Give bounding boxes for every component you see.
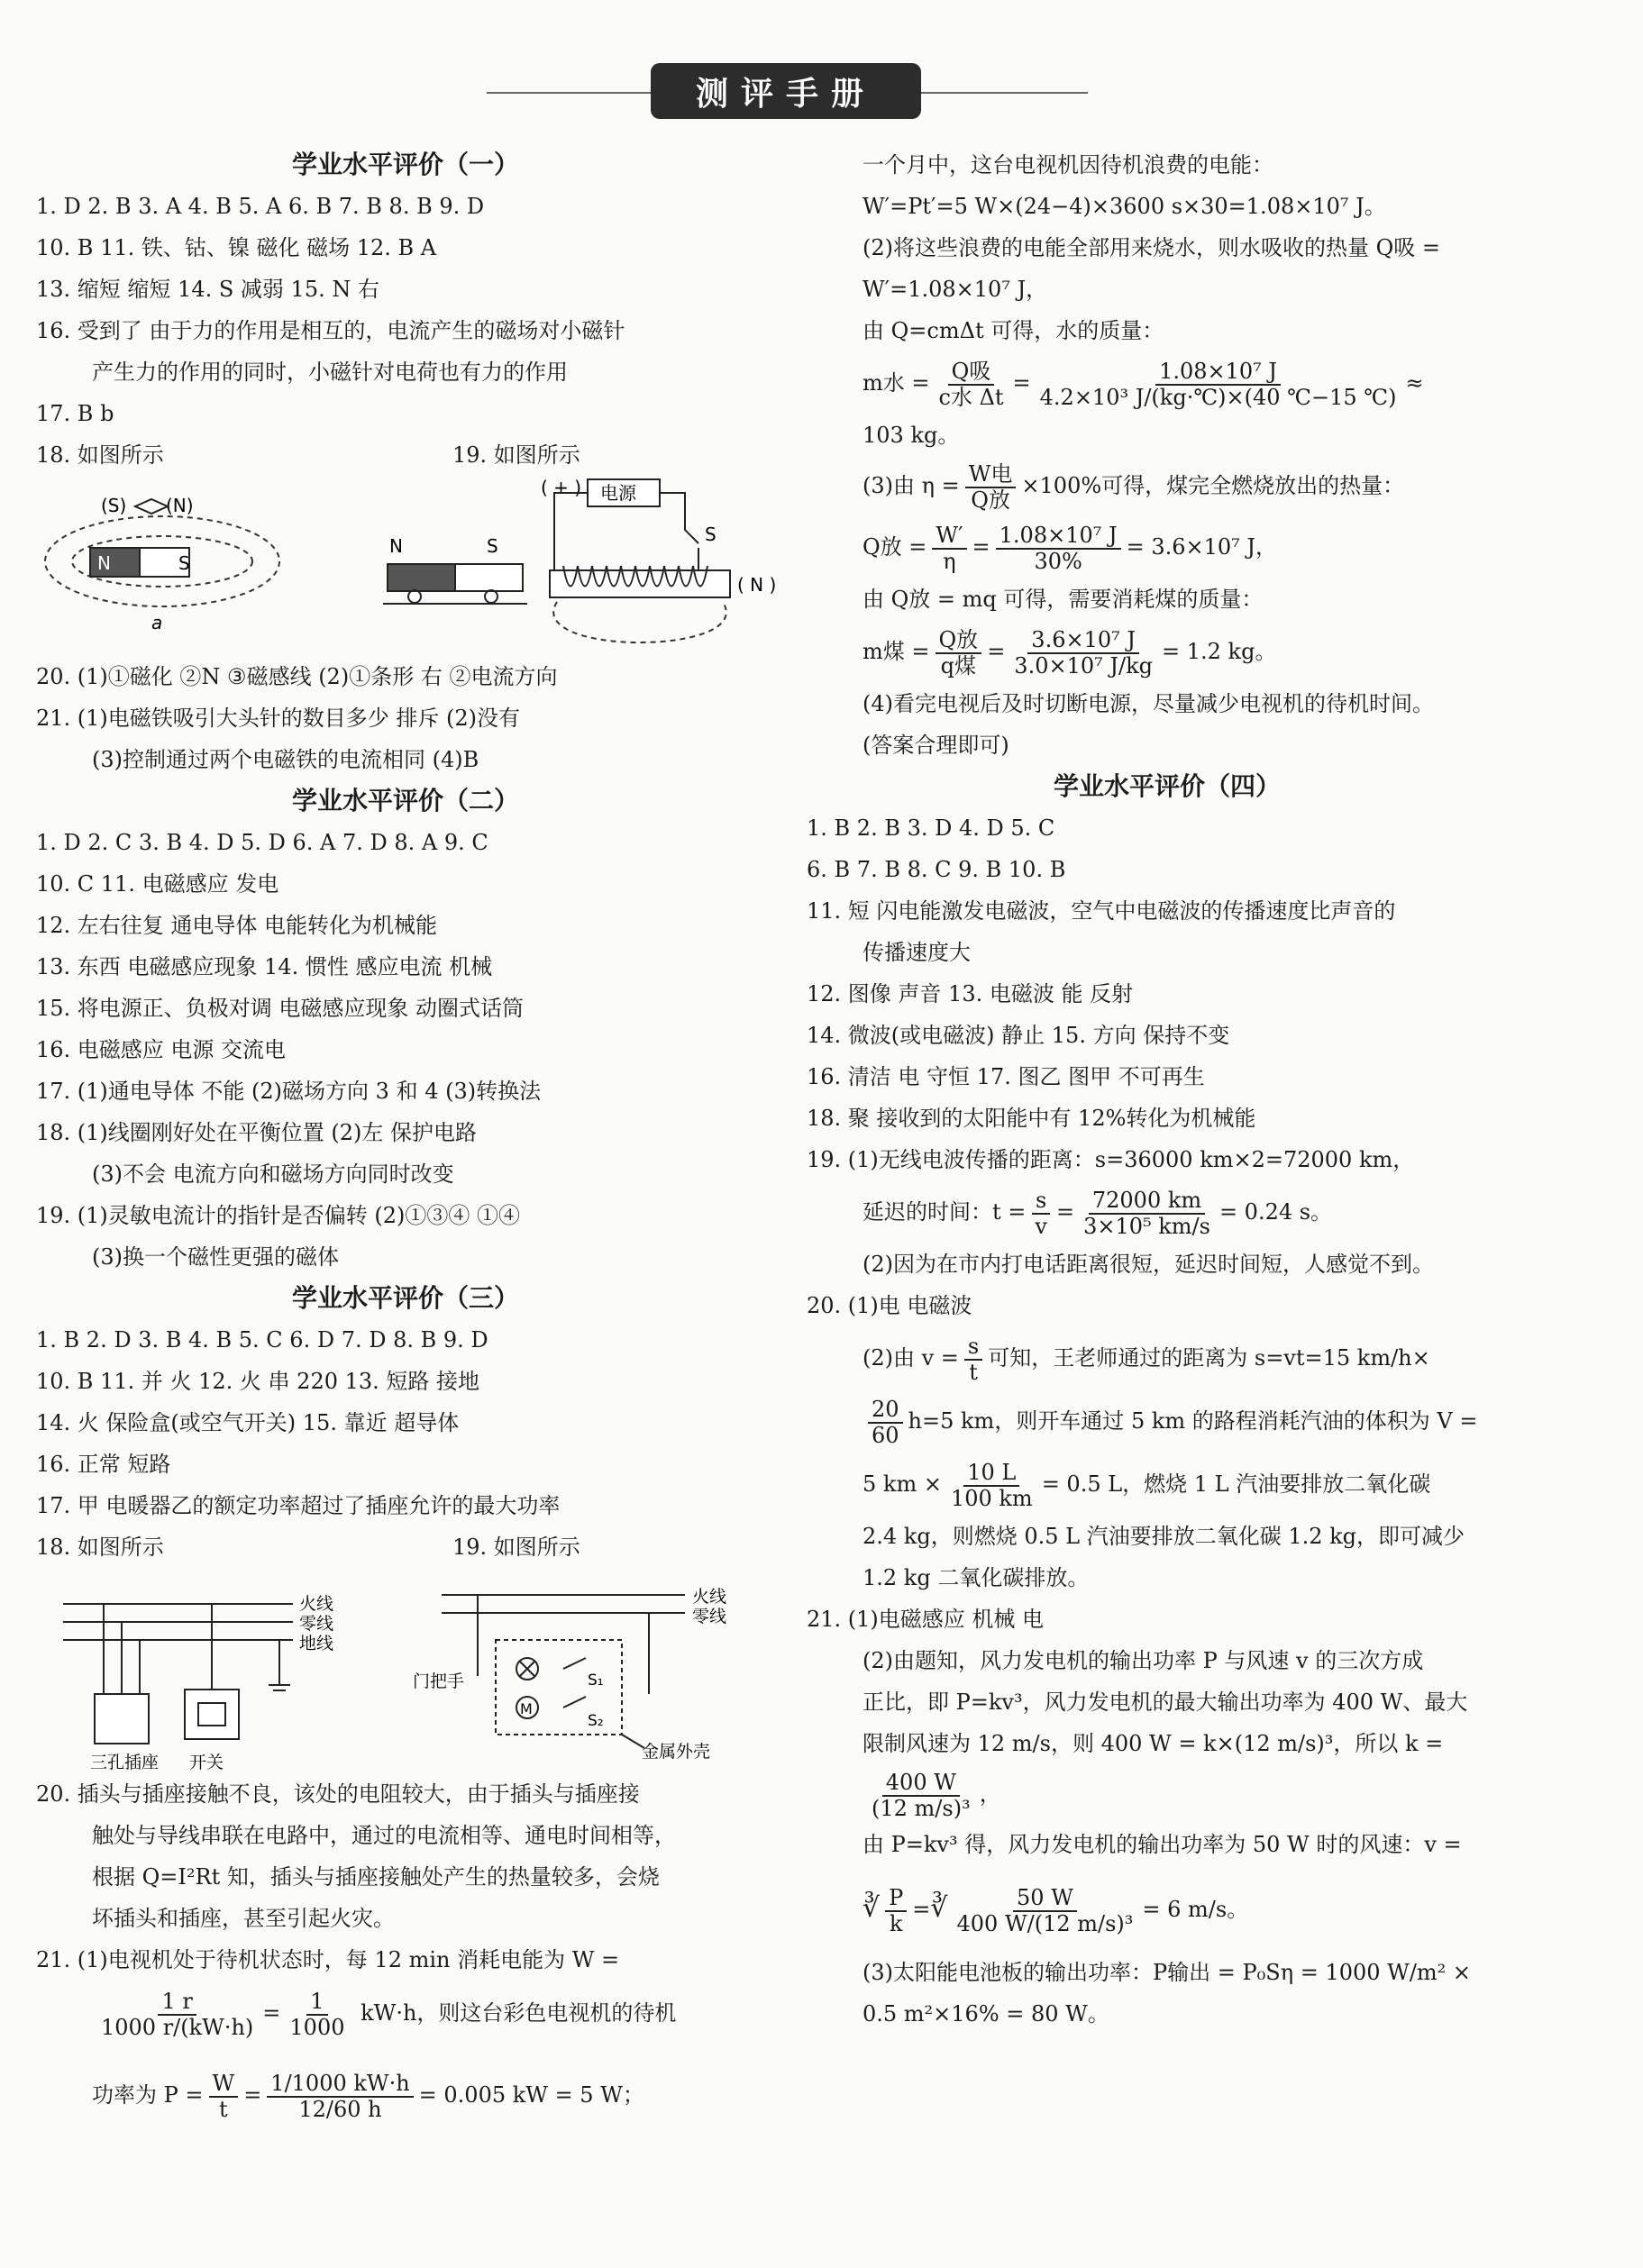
fig19-n: N	[389, 535, 403, 557]
magnet-figures	[36, 476, 775, 656]
fraction-numerator: W	[209, 2072, 239, 2097]
answer-line: 1. B 2. D 3. B 4. B 5. C 6. D 7. D 8. B 9. D	[36, 1327, 488, 1353]
section-title-2: 学业水平评价（二）	[291, 786, 519, 815]
fraction-numerator: Q放	[936, 628, 982, 653]
fraction-denominator: 400 W/(12 m/s)³	[956, 1910, 1134, 1936]
fraction	[209, 2072, 239, 2121]
answer-line: 由 Q放 = mq 可得，需要消耗煤的质量：	[863, 587, 1264, 612]
fig19-s: S	[487, 535, 498, 557]
right-column	[807, 144, 1528, 2035]
fraction-numerator: Q吸	[948, 360, 995, 385]
fraction-denominator: q煤	[940, 652, 977, 679]
fraction-denominator: 4.2×10³ J/(kg·℃)×(40 ℃−15 ℃)	[1039, 384, 1397, 410]
answer-line: 产生力的作用的同时，小磁针对电荷也有力的作用	[92, 360, 568, 385]
section-title-1: 学业水平评价（一）	[291, 150, 519, 179]
fraction-denominator: 1000 r/(kW·h)	[101, 2014, 254, 2040]
fraction-numerator: 1 r	[158, 1990, 196, 2015]
answer-line: (3)太阳能电池板的输出功率：P输出 = P₀Sη = 1000 W/m² ×	[863, 1960, 1472, 1985]
answer-line: (3)换一个磁性更强的磁体	[92, 1244, 339, 1270]
fraction-numerator: 20	[868, 1398, 903, 1423]
fraction-denominator: k	[889, 1910, 903, 1936]
answer-line: 16. 受到了 由于力的作用是相互的，电流产生的磁场对小磁针	[36, 318, 625, 343]
formula-text: m水 =	[863, 370, 930, 396]
formula-line	[807, 1764, 1528, 1824]
wall-switch	[185, 1690, 239, 1739]
answer-line: 19. (1)无线电波传播的距离：s=36000 km×2=72000 km，	[807, 1147, 1415, 1172]
left-column	[36, 144, 775, 2145]
fraction-denominator: c水 Δt	[938, 384, 1004, 410]
fraction	[1036, 360, 1401, 409]
answer-line: 10. C 11. 电磁感应 发电	[36, 871, 279, 897]
formula-text: ，	[979, 1781, 1001, 1807]
answer-line: 根据 Q=I²Rt 知，插头与插座接触处产生的热量较多，会烧	[92, 1864, 660, 1890]
formula-text: = 0.5 L，燃烧 1 L 汽油要排放二氧化碳	[1041, 1471, 1431, 1497]
answer-line: 6. B 7. B 8. C 9. B 10. B	[807, 857, 1066, 882]
answer-line: 21. (1)电磁感应 机械 电	[807, 1607, 1045, 1632]
answer-line: 正比，即 P=kv³，风力发电机的最大输出功率为 400 W、最大	[863, 1690, 1468, 1715]
answer-line: (2)因为在市内打电话距离很短，延迟时间短，人感觉不到。	[863, 1252, 1434, 1277]
formula-text: h=5 km，则开车通过 5 km 的路程消耗汽油的体积为 V =	[908, 1408, 1478, 1434]
fraction-denominator: η	[943, 548, 956, 574]
fig18-n: N	[97, 552, 111, 574]
answer-line: 14. 微波(或电磁波) 静止 15. 方向 保持不变	[807, 1023, 1230, 1048]
fraction-denominator: 3.0×10⁷ J/kg	[1014, 652, 1153, 679]
fraction	[267, 2072, 413, 2121]
banner-line-right	[921, 92, 1088, 94]
fraction	[954, 1886, 1137, 1936]
fig18-neutral-label: 零线	[299, 1614, 334, 1634]
wheel	[485, 590, 497, 603]
fraction-denominator: t	[969, 1359, 978, 1385]
formula-text: = 0.005 kW = 5 W；	[418, 2082, 644, 2108]
fraction	[964, 1334, 982, 1384]
answer-line: 20. (1)①磁化 ②N ③磁感线 (2)①条形 右 ②电流方向	[36, 664, 558, 689]
section-title-3: 学业水平评价（三）	[291, 1283, 519, 1313]
answer-line: 19. (1)灵敏电流计的指针是否偏转 (2)①③④ ①④	[36, 1203, 521, 1228]
formula-line: $\frac{1 r}{1000 r/(kW\cdot h)}$ = $\frac{1}{1000}$ kW·h，则这台彩色电视机的待机	[36, 1981, 775, 2045]
three-pin-socket	[95, 1694, 149, 1744]
answer-line: (2)将这些浪费的电能全部用来烧水，则水吸收的热量 Q吸 =	[863, 235, 1441, 260]
answer-line: 16. 清洁 电 守恒 17. 图乙 图甲 不可再生	[807, 1064, 1205, 1089]
fraction	[947, 1461, 1036, 1510]
answer-line: 16. 电磁感应 电源 交流电	[36, 1037, 287, 1062]
fraction-denominator: 1000	[289, 2014, 345, 2040]
fig18-point-a: a	[151, 612, 163, 633]
fig18-switch-label: 开关	[189, 1753, 224, 1772]
fig19-s2-label: S₂	[588, 1712, 604, 1730]
answer-line: 限制风速为 12 m/s，则 400 W = k×(12 m/s)³，所以 k =	[863, 1731, 1444, 1756]
switch-s2	[563, 1697, 586, 1708]
bar-magnet-n	[388, 564, 455, 591]
fraction	[936, 360, 1008, 409]
answer-line: 10. B 11. 铁、钴、镍 磁化 磁场 12. B A	[36, 235, 437, 260]
formula-text: = 3.6×10⁷ J，	[1126, 534, 1278, 560]
formula-text: ×100%可得，煤完全燃烧放出的热量：	[1021, 473, 1405, 498]
formula-line: m煤 = $\frac{\text{Q放}}{\text{q煤}}$ = $\frac{\text{3.6×10⁷ J}}{\text{3.0×10⁷ J/kg}}$ = 1.2 kg。	[863, 627, 1277, 679]
figure-row-s1	[36, 476, 775, 656]
fraction-numerator: 72000 km	[1089, 1189, 1205, 1214]
answer-line: 一个月中，这台电视机因待机浪费的电能：	[863, 152, 1273, 178]
fig18-live-label: 火线	[299, 1594, 334, 1614]
fig19-s1-label: S₁	[588, 1671, 604, 1690]
formula-line: ∛ $\frac{P}{k}$ =∛ $\frac{50 W}{\text{400 W/(12 m/s)³}}$ = 6 m/s。	[863, 1885, 1249, 1936]
answer-line: 1. D 2. B 3. A 4. B 5. A 6. B 7. B 8. B 9. D	[36, 194, 485, 219]
fraction-numerator: s	[1032, 1189, 1050, 1214]
formula-text: (2)由 v =	[863, 1345, 959, 1371]
compass-needle	[135, 499, 168, 514]
fraction	[1010, 628, 1156, 678]
answer-line: 坏插头和插座，甚至引起火灾。	[92, 1906, 395, 1931]
q19-label: 19. 如图所示	[452, 1535, 580, 1560]
answer-line: 103 kg。	[863, 423, 960, 448]
fraction-denominator: Q放	[971, 487, 1010, 513]
answer-line: 15. 将电源正、负极对调 电磁感应现象 动圈式话筒	[36, 996, 525, 1021]
formula-text: 5 km ×	[863, 1471, 942, 1497]
fraction	[286, 1990, 348, 2039]
fig19-door-label: 门把手	[413, 1671, 465, 1691]
answer-line: 12. 图像 声音 13. 电磁波 能 反射	[807, 981, 1134, 1006]
formula-text: ≈	[1405, 370, 1424, 396]
fraction	[932, 524, 966, 573]
answer-line: 2.4 kg，则燃烧 0.5 L 汽油要排放二氧化碳 1.2 kg，即可减少	[863, 1524, 1465, 1549]
formula-line: 延迟的时间：t = $\frac{s}{v}$ = $\frac{72000 km}{\text{3×10⁵ km/s}}$ = 0.24 s。	[863, 1188, 1333, 1239]
formula-line	[807, 1389, 1528, 1453]
formula-line: m水 = $\frac{\text{Q吸}}{\text{c水 Δt}}$ = $\frac{\text{1.08×10⁷ J}}{\text{4.2×10³ J/(kg·℃)×(40 ℃−15 ℃)}}$ ≈	[863, 359, 1424, 410]
formula-text: = 6 m/s。	[1142, 1897, 1249, 1922]
q19-label: 19. 如图所示	[452, 442, 580, 468]
answer-line: (2)由题知，风力发电机的输出功率 P 与风速 v 的三次方成	[863, 1648, 1424, 1673]
fraction-numerator: 1.08×10⁷ J	[996, 524, 1121, 549]
fraction-numerator: 50 W	[1013, 1886, 1077, 1911]
answer-line: 20. (1)电 电磁波	[807, 1293, 972, 1318]
answer-line	[36, 1526, 775, 1568]
answer-line: 0.5 m²×16% = 80 W。	[863, 2001, 1109, 2027]
formula-text: 功率为 P =	[92, 2082, 204, 2108]
switch-s	[660, 493, 698, 543]
fraction-denominator: t	[219, 2096, 228, 2122]
figure-row-s3	[36, 1568, 775, 1773]
formula-text: 可知，王老师通过的距离为 s=vt=15 km/h×	[988, 1345, 1430, 1371]
fig19-n-pole: ( N )	[737, 574, 775, 596]
circuit-figures	[36, 1568, 775, 1773]
fraction	[868, 1771, 974, 1820]
fraction-numerator: s	[964, 1334, 982, 1360]
fig18-earth-label: 地线	[299, 1634, 334, 1653]
answer-line: W′=Pt′=5 W×(24−4)×3600 s×30=1.08×10⁷ J。	[863, 194, 1386, 219]
formula-line: Q放 = $\frac{W'}{\eta}$ = $\frac{\text{1.08×10⁷ J}}{30\%}$ = 3.6×10⁷ J，	[863, 523, 1278, 574]
fraction-numerator: 1	[306, 1990, 327, 2015]
answer-line: 12. 左右往复 通电导体 电能转化为机械能	[36, 913, 438, 938]
fraction-numerator: 1.08×10⁷ J	[1155, 360, 1281, 385]
formula-text: 延迟的时间：t =	[863, 1199, 1027, 1225]
formula-text: = 0.24 s。	[1219, 1199, 1333, 1225]
formula-text: Q放 =	[863, 534, 927, 560]
answer-line: (答案合理即可)	[863, 733, 1009, 758]
answer-line	[36, 434, 775, 476]
formula-text: = 1.2 kg。	[1161, 639, 1277, 664]
formula-text: kW·h，则这台彩色电视机的待机	[361, 2000, 677, 2026]
answer-line: 14. 火 保险盒(或空气开关) 15. 靠近 超导体	[36, 1410, 460, 1435]
switch-s1	[563, 1658, 586, 1669]
fraction	[868, 1398, 903, 1447]
wheel	[408, 590, 421, 603]
answer-line: (3)控制通过两个电磁铁的电流相同 (4)B	[92, 747, 479, 772]
answer-line: 1. B 2. B 3. D 4. D 5. C	[807, 815, 1055, 841]
answer-line: (4)看完电视后及时切断电源，尽量减少电视机的待机时间。	[863, 691, 1434, 716]
banner-line-left	[487, 92, 653, 94]
answer-line: 传播速度大	[863, 940, 971, 965]
fig18-needle-s: (S)	[101, 495, 127, 516]
fig19-switch-label: S	[705, 524, 717, 545]
answer-line: W′=1.08×10⁷ J，	[863, 277, 1048, 302]
answer-line: 21. (1)电视机处于待机状态时，每 12 min 消耗电能为 W =	[36, 1947, 620, 1972]
fraction-denominator: (12 m/s)³	[872, 1795, 971, 1821]
formula-line	[807, 456, 1528, 515]
fig19-plus: ( + )	[541, 477, 582, 498]
fraction-denominator: 12/60 h	[298, 2096, 382, 2122]
fraction	[965, 462, 1017, 512]
fig18-socket-label: 三孔插座	[90, 1753, 160, 1772]
q18-label: 18. 如图所示	[36, 442, 164, 468]
answer-line: 17. (1)通电导体 不能 (2)磁场方向 3 和 4 (3)转换法	[36, 1079, 542, 1104]
fraction-numerator: W电	[965, 462, 1017, 487]
formula-line	[807, 1326, 1528, 1389]
answer-line: 17. 甲 电暖器乙的额定功率超过了插座允许的最大功率	[36, 1493, 561, 1518]
formula-text: (3)由 η =	[863, 473, 960, 498]
answer-line: 由 P=kv³ 得，风力发电机的输出功率为 50 W 时的风速：v =	[863, 1832, 1462, 1857]
fig19-power-label: 电源	[600, 482, 636, 504]
svg-text:M: M	[520, 1700, 533, 1717]
fraction	[885, 1886, 907, 1936]
fraction-denominator: 60	[872, 1422, 899, 1448]
fraction-numerator: 10 L	[963, 1461, 1019, 1486]
answer-line: 由 Q=cmΔt 可得，水的质量：	[863, 318, 1164, 343]
fig19-neutral-label: 零线	[692, 1607, 727, 1626]
answer-line: 1.2 kg 二氧化碳排放。	[863, 1565, 1090, 1590]
answer-line: 21. (1)电磁铁吸引大头针的数目多少 排斥 (2)没有	[36, 706, 521, 731]
answer-line: 10. B 11. 并 火 12. 火 串 220 13. 短路 接地	[36, 1369, 480, 1394]
answer-line: 18. (1)线圈刚好处在平衡位置 (2)左 保护电路	[36, 1120, 478, 1145]
answer-line: 1. D 2. C 3. B 4. D 5. D 6. A 7. D 8. A 9. C	[36, 830, 488, 855]
fraction-numerator: P	[885, 1886, 907, 1911]
fig19-live-label: 火线	[692, 1587, 727, 1607]
answer-line: 16. 正常 短路	[36, 1452, 171, 1477]
fraction-denominator: 100 km	[950, 1485, 1033, 1511]
answer-line: 18. 聚 接收到的太阳能中有 12%转化为机械能	[807, 1106, 1256, 1131]
section-title-4: 学业水平评价（四）	[1053, 771, 1281, 801]
fraction-numerator: 400 W	[882, 1771, 960, 1796]
answer-line: 20. 插头与插座接触不良，该处的电阻较大，由于插头与插座接	[36, 1781, 640, 1807]
fig18-needle-n: (N)	[166, 495, 194, 516]
fraction-denominator: v	[1035, 1213, 1047, 1239]
formula-line: 功率为 P = $\frac{W}{t}$ = $\frac{1/1000 kW\cdot h}{12/60 h}$ = 0.005 kW = 5 W；	[92, 2071, 644, 2122]
fig18-s: S	[178, 552, 190, 574]
fraction	[1080, 1189, 1214, 1238]
fraction	[996, 524, 1121, 573]
fraction	[1031, 1189, 1051, 1238]
bar-magnet-s	[455, 564, 523, 591]
answer-line: 13. 缩短 缩短 14. S 减弱 15. N 右	[36, 277, 379, 302]
answer-line: 触处与导线串联在电路中，通过的电流相等、通电时间相等，	[92, 1823, 676, 1848]
formula-line	[807, 1453, 1528, 1516]
answer-line: 11. 短 闪电能激发电磁波，空气中电磁波的传播速度比声音的	[807, 898, 1396, 924]
answer-line: (3)不会 电流方向和磁场方向同时改变	[92, 1161, 454, 1187]
fraction-denominator: 30%	[1034, 548, 1082, 574]
fraction-denominator: 3×10⁵ km/s	[1083, 1213, 1210, 1239]
fraction-numerator: 1/1000 kW·h	[267, 2072, 413, 2097]
page-banner: 测评手册	[651, 63, 921, 119]
answer-line: 13. 东西 电磁感应现象 14. 惯性 感应电流 机械	[36, 954, 493, 979]
fig19-shell-label: 金属外壳	[642, 1742, 711, 1762]
fraction	[936, 628, 982, 678]
fraction-numerator: W′	[932, 524, 966, 549]
answer-line: 17. B b	[36, 401, 114, 426]
q18-label: 18. 如图所示	[36, 1535, 164, 1560]
formula-text: m煤 =	[863, 639, 930, 664]
fraction	[97, 1990, 257, 2039]
fraction-numerator: 3.6×10⁷ J	[1027, 628, 1139, 653]
